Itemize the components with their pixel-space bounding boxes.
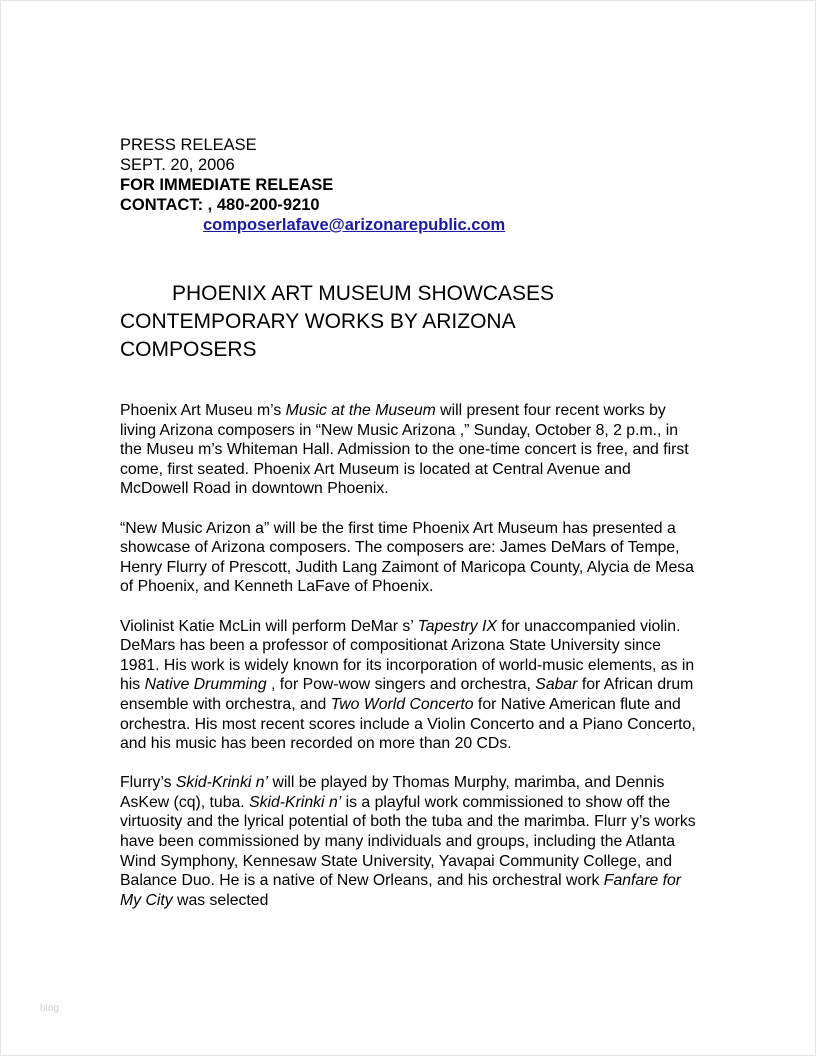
press-release-label: PRESS RELEASE xyxy=(120,136,257,154)
p3-text-5: for Native American flute and orchestra. His most recent scores include a Violin Concerto and a Piano Concerto, and his music has been recorded on more than 20 CDs. xyxy=(120,695,696,753)
p3-italic-4: Two World Concerto xyxy=(330,695,474,713)
release-date: SEPT. 20, 2006 xyxy=(120,156,235,174)
headline-line-1: PHOENIX ART MUSEUM SHOWCASES xyxy=(172,282,554,305)
p4-text-3: is a playful work commissioned to show off the virtuosity and the lyrical potential of both the tuba and the marimba. Flurr y’s works have been commissioned by many individuals and groups, including the Atlanta Wind Symphony, Kennesaw State University, Yavapai Community College, and Balance Duo. He is a native of New Orleans, and his orchestral work xyxy=(120,793,696,890)
headline xyxy=(120,280,720,364)
p3-text-3: , for Pow-wow singers and orchestra, xyxy=(266,676,536,694)
paragraph-2: “New Music Arizon a” will be the first time Phoenix Art Museum has presented a showcase of Arizona composers. The composers are: James DeMars of Tempe, Henry Flurry of Prescott, Judith Lang Zaimont of Maricopa County, Alycia de Mesa of Phoenix, and Kenneth LaFave of Phoenix. xyxy=(120,519,694,596)
p4-italic-2: Skid-Krinki n’ xyxy=(249,793,342,811)
p4-italic-1: Skid-Krinki n’ xyxy=(175,774,269,792)
p3-text-4: for African drum ensemble with orchestra, and xyxy=(120,676,694,713)
body-text xyxy=(120,401,700,930)
p3-text-1: Violinist Katie McLin will perform DeMar s’ xyxy=(120,617,418,635)
p1-text-1: Phoenix Art Museu m’s xyxy=(120,402,286,419)
headline-line-3: COMPOSERS xyxy=(120,338,257,361)
p4-text-2: will be played by Thomas Murphy, marimba, and Dennis AsKew (cq), tuba. xyxy=(120,774,665,811)
paragraph-3 xyxy=(120,617,700,754)
immediate-release-label: FOR IMMEDIATE RELEASE xyxy=(120,176,334,194)
paragraph-4 xyxy=(120,773,700,910)
watermark: blog xyxy=(40,1003,59,1014)
p3-italic-3: Sabar xyxy=(535,676,578,694)
p4-text-4: was selected xyxy=(172,891,269,909)
contact-email-link[interactable]: composerlafave@arizonarepublic.com xyxy=(203,216,506,234)
p1-italic-title: Music at the Museum xyxy=(285,402,436,419)
p3-italic-2: Native Drumming xyxy=(144,676,267,694)
p4-italic-3: Fanfare for My City xyxy=(120,872,682,909)
p3-italic-1: Tapestry IX xyxy=(417,617,497,635)
p1-text-2: will present four recent works by living Arizona composers in “New Music Arizona ,” Sunday, October 8, 2 p.m., in the Museu m’s Whiteman Hall. Admission to the one-time concert is free, and first come, first seated. Phoenix Art Museum is located at Central Avenue and McDowell Road in downtown Phoenix. xyxy=(120,402,689,498)
p4-text-1: Flurry’s xyxy=(120,774,176,792)
press-header xyxy=(120,135,505,235)
p3-text-2: for unaccompanied violin. DeMars has been a professor of compositionat Arizona State University since 1981. His work is widely known for its incorporation of world-music elements, as in his xyxy=(120,617,695,694)
contact-line: CONTACT: , 480-200-9210 xyxy=(120,196,320,214)
headline-line-2: CONTEMPORARY WORKS BY ARIZONA xyxy=(120,310,516,333)
paragraph-1 xyxy=(120,401,700,499)
